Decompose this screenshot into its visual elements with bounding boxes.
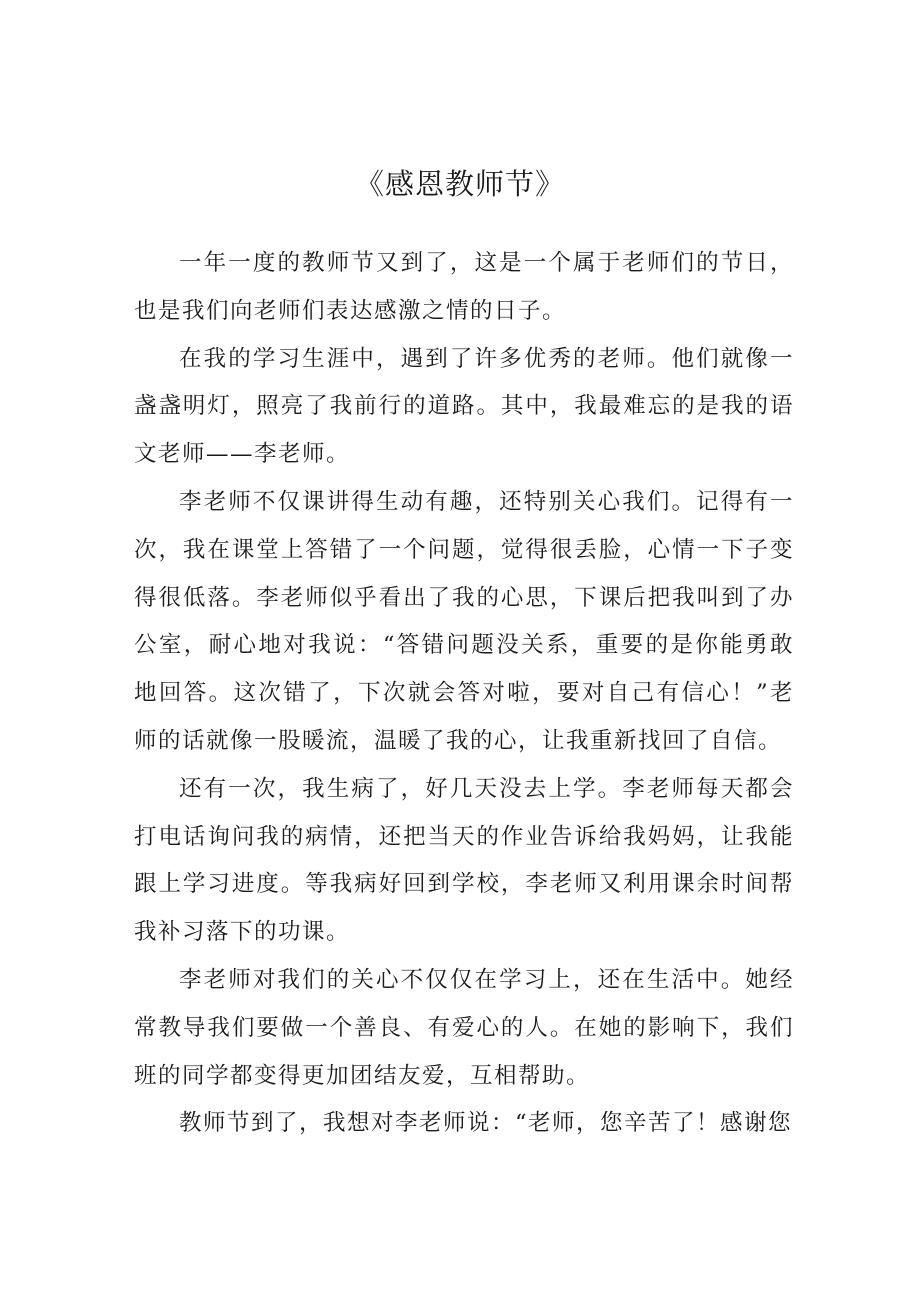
paragraph-4: 还有一次，我生病了，好几天没去上学。李老师每天都会打电话询问我的病情，还把当天的作业告诉给我妈妈，让我能跟上学习进度。等我病好回到学校，李老师又利用课余时间帮我补习落下的功课。 — [134, 775, 794, 946]
paragraph-3: 李老师不仅课讲得生动有趣，还特别关心我们。记得有一次，我在课堂上答错了一个问题，觉得很丢脸，心情一下子变得很低落。李老师似乎看出了我的心思，下课后把我叫到了办公室，耐心地对我说：“答错问题没关系，重要的是你能勇敢地回答。这次错了，下次就会答对啦，要对自己有信心！”老师的话就像一股暖流，温暖了我的心，让我重新找回了自信。 — [134, 488, 794, 754]
paragraph-6: 教师节到了，我想对李老师说：“老师，您辛苦了！感谢您 — [179, 1110, 793, 1137]
paragraph-2: 在我的学习生涯中，遇到了许多优秀的老师。他们就像一盏盏明灯，照亮了我前行的道路。其中，我最难忘的是我的语文老师——李老师。 — [134, 345, 794, 468]
paragraph-5: 李老师对我们的关心不仅仅在学习上，还在生活中。她经常教导我们要做一个善良、有爱心的人。在她的影响下，我们班的同学都变得更加团结友爱，互相帮助。 — [134, 966, 794, 1089]
paragraph-1: 一年一度的教师节又到了，这是一个属于老师们的节日，也是我们向老师们表达感激之情的日子。 — [134, 250, 794, 324]
document-body — [134, 240, 794, 1148]
document-title: 《感恩教师节》 — [354, 167, 565, 201]
